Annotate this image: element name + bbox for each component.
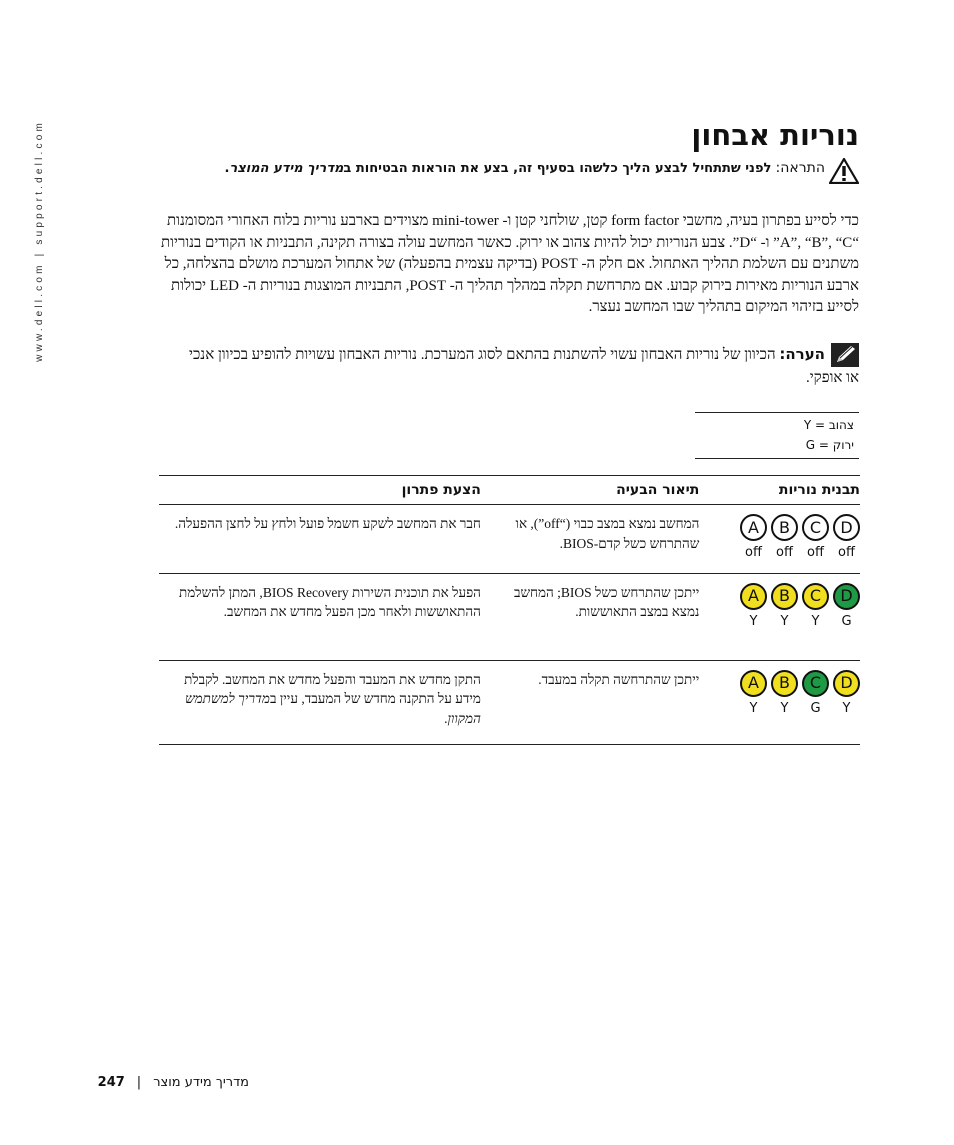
table-row (159, 505, 860, 574)
page-footer (98, 1075, 249, 1090)
header-problem-description: תיאור הבעיה (485, 476, 703, 505)
led-c-state: G (810, 700, 821, 716)
warning-guide-name: מדריך מידע המוצר (229, 161, 344, 176)
page-title: נוריות אבחון (691, 118, 859, 152)
table-row (159, 660, 860, 744)
legend-green: G = ירוק (805, 438, 854, 452)
header-light-pattern: תבנית נוריות (703, 476, 860, 505)
note-block (179, 343, 859, 390)
suggested-resolution: חבר את המחשב לשקע חשמל פועל ולחץ על לחצן ההפעלה. (159, 505, 485, 574)
led-d-state: G (841, 613, 852, 629)
led-a-state: off (745, 545, 762, 560)
light-pattern-cell (703, 505, 860, 574)
note-label: הערה: (779, 345, 825, 363)
light-pattern-cell (703, 573, 860, 660)
led-d-state: Y (842, 700, 851, 716)
led-c-icon: C (802, 514, 829, 541)
note-pencil-icon (831, 343, 859, 367)
page-number: 247 (97, 1075, 125, 1090)
warning-block (159, 158, 859, 184)
warning-text-end: . (224, 161, 230, 176)
led-c-icon: C (802, 670, 829, 697)
led-b-state: off (776, 545, 793, 560)
led-b-icon: B (771, 583, 798, 610)
led-a-state: Y (749, 700, 758, 716)
led-b-state: Y (780, 613, 789, 629)
legend-yellow: Y = צהוב (803, 418, 854, 432)
footer-separator: | (136, 1075, 142, 1090)
warning-triangle-icon (829, 158, 859, 184)
led-b-icon: B (771, 514, 798, 541)
warning-text: לפני שתתחיל לבצע הליך כלשהו בסעיף זה, בצע את הוראות הבטיחות ב (343, 161, 772, 176)
light-pattern (740, 583, 860, 632)
light-pattern (740, 514, 860, 563)
warning-label: התראה: (775, 160, 825, 176)
led-c-icon: C (802, 583, 829, 610)
table-row (159, 573, 860, 660)
suggested-resolution (159, 660, 485, 744)
problem-description: המחשב נמצא במצב כבוי (“off”), או שהתרחש כשל קדם-BIOS. (485, 505, 703, 574)
led-d-icon: D (833, 583, 860, 610)
problem-description: ייתכן שהתרחשה תקלה במעבד. (485, 660, 703, 744)
diagnostic-lights-table (159, 475, 860, 745)
led-a-icon: A (740, 583, 767, 610)
led-a-state: Y (749, 613, 758, 629)
led-c-state: off (807, 545, 824, 560)
footer-title: מדריך מידע מוצר (153, 1075, 249, 1090)
light-pattern (740, 670, 860, 719)
resolution-text: התקן מחדש את המעבד והפעל מחדש את המחשב. לקבלת מידע על התקנה מחדש של המעבד, עיין ב (184, 671, 481, 706)
online-guide-name: מדריך למשתמש המקוון (185, 691, 481, 726)
led-d-state: off (838, 545, 855, 560)
table-header-row (159, 476, 860, 505)
led-a-icon: A (740, 670, 767, 697)
light-pattern-cell (703, 660, 860, 744)
problem-description: ייתכן שהתרחש כשל BIOS; המחשב נמצא במצב התאוששות. (485, 573, 703, 660)
led-d-icon: D (833, 670, 860, 697)
suggested-resolution: הפעל את תוכנית השירות BIOS Recovery, המתן להשלמת ההתאוששות ולאחר מכן הפעל מחדש את המחשב. (159, 573, 485, 660)
resolution-text-end: . (444, 710, 448, 726)
led-b-icon: B (771, 670, 798, 697)
intro-paragraph: כדי לסייע בפתרון בעיה, מחשבי form factor קטן, שולחני קטן ו- mini-tower מצוידים בארבע נוריות בלוח האחורי המסומנות “A”, “B”, “C” ו- “D”. צבע הנוריות יכול להיות צהוב או ירוק. כאשר המחשב עולה בצורה תקינה, התבניות או הקודים בנוריות משתנים עם השלמת תהליך האתחול. אם חלק ה- POST (בדיקה עצמית בהפעלה) של אתחול המערכת מושלם בהצלחה, כל ארבע הנוריות מאירות בירוק קבוע. אם מתרחשת תקלה במהלך תהליך ה- POST, התבניות המוצגות בנוריות ה- LED יכולות לסייע בזיהוי המיקום בתהליך שבו המחשב נעצר. (161, 213, 859, 315)
led-color-legend (695, 412, 859, 459)
led-d-icon: D (833, 514, 860, 541)
led-b-state: Y (780, 700, 789, 716)
header-suggested-resolution: הצעת פתרון (159, 476, 485, 505)
led-a-icon: A (740, 514, 767, 541)
note-text: הכיוון של נוריות האבחון עשוי להשתנות בהתאם לסוג המערכת. נוריות האבחון עשויות להופיע בכיוון אנכי או אופקי. (189, 347, 859, 386)
led-c-state: Y (811, 613, 820, 629)
side-website-url: www.dell.com | support.dell.com (34, 120, 45, 362)
